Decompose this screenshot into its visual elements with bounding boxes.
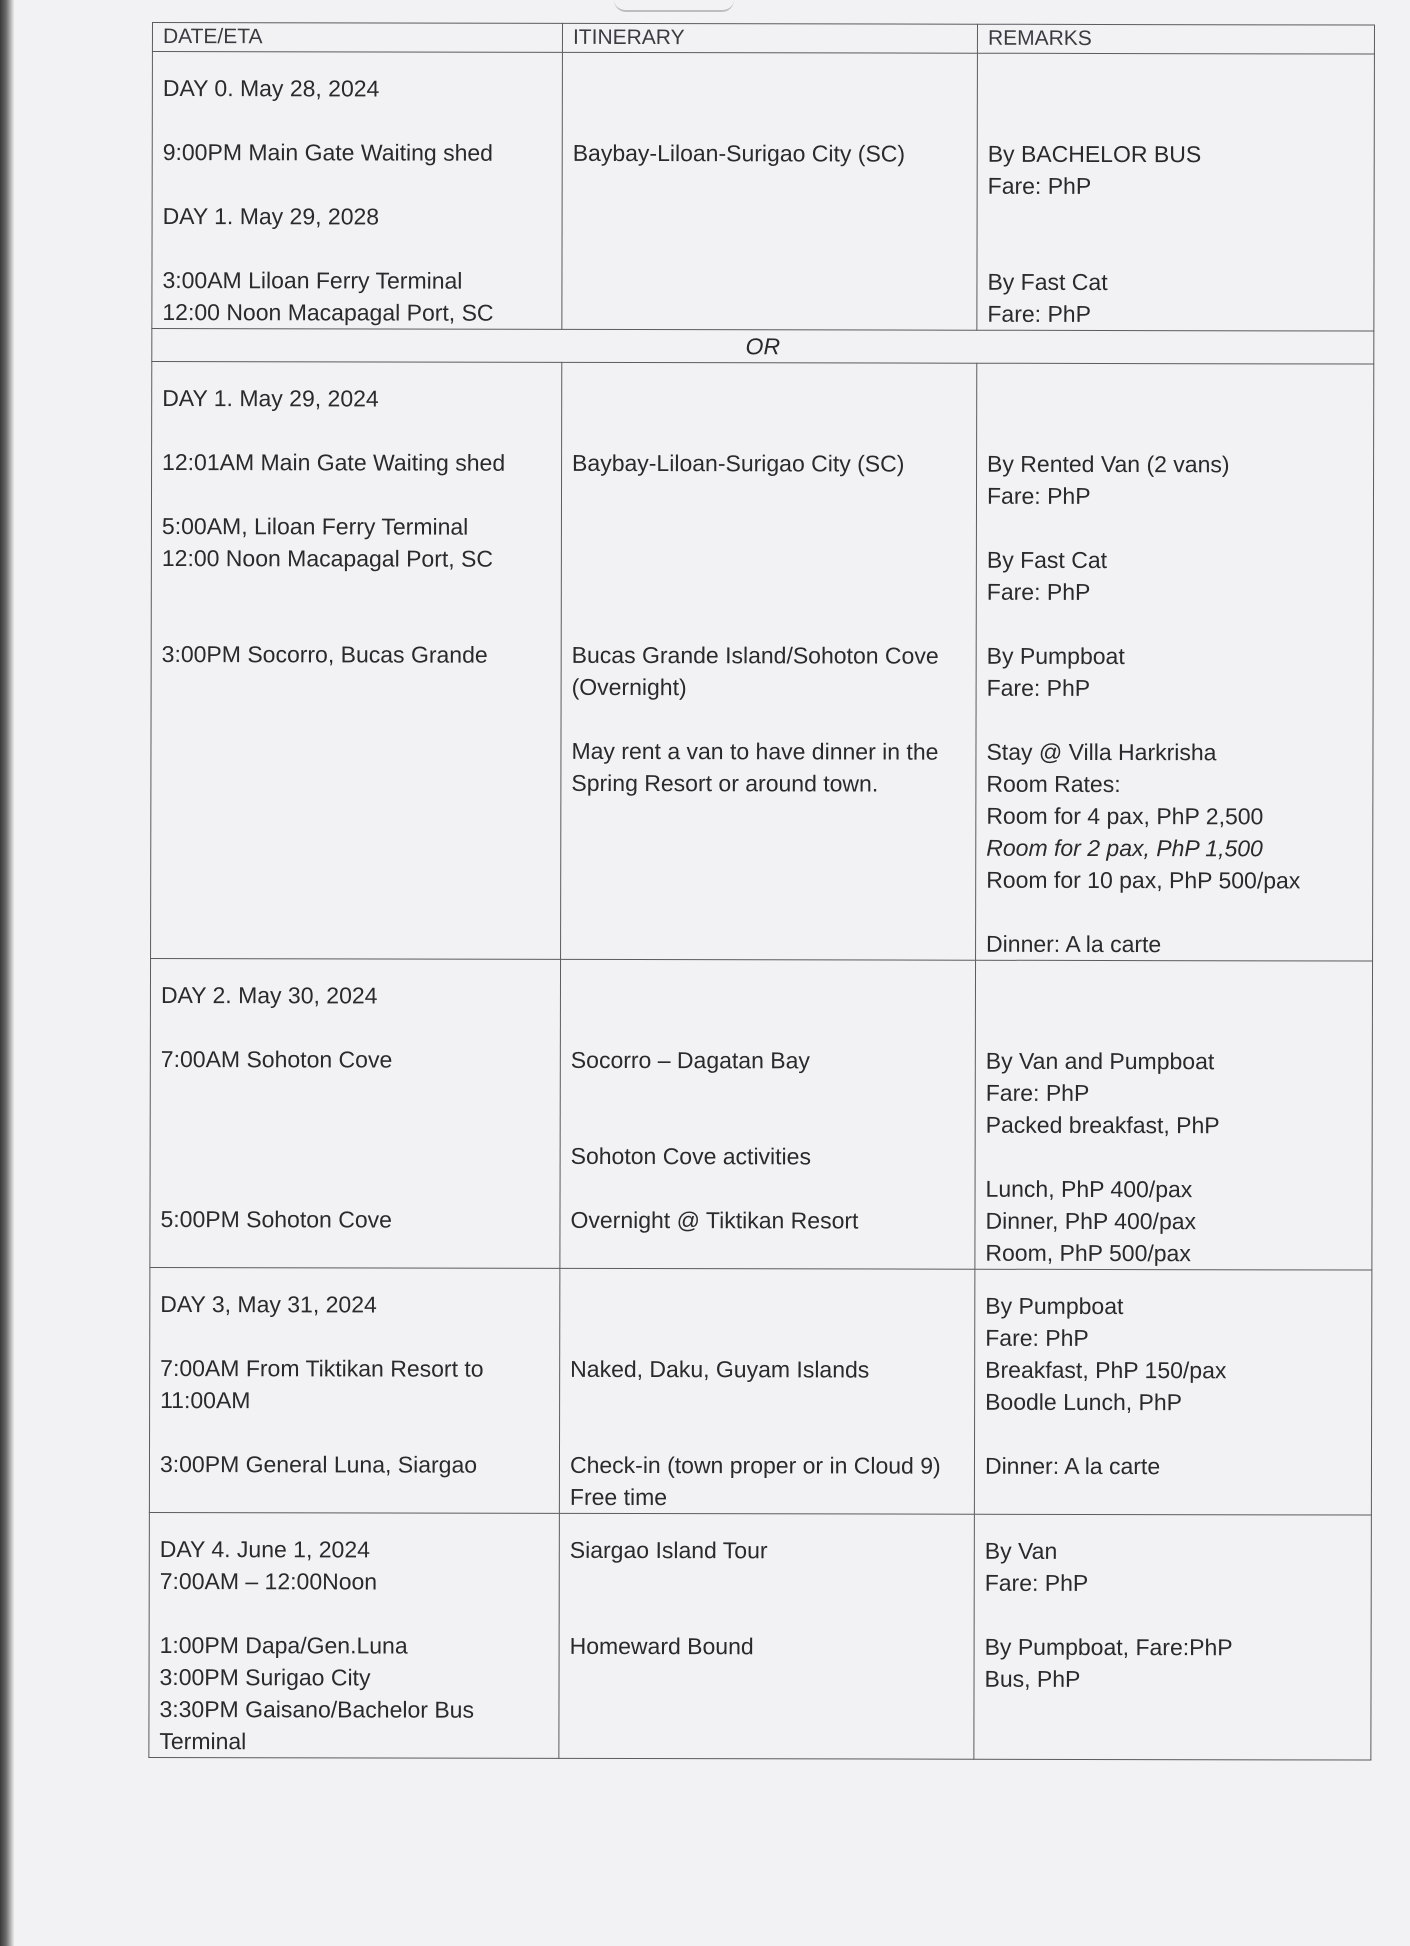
remarks-cell (975, 960, 1373, 1270)
date-line: Terminal (159, 1728, 247, 1755)
itinerary-cell (562, 52, 978, 330)
remarks-line: By Fast Cat (986, 546, 1108, 574)
itinerary-cell (560, 959, 976, 1269)
itinerary-line (571, 1076, 965, 1109)
itinerary-cell (559, 1513, 975, 1759)
remarks-line: By Pumpboat, Fare:PhP (984, 1633, 1233, 1661)
itinerary-line: Free time (569, 1483, 668, 1511)
remarks-line (986, 1013, 1362, 1046)
remarks-cell (974, 1269, 1372, 1515)
date-line (162, 414, 551, 447)
date-line: 3:00AM Liloan Ferry Terminal (162, 267, 463, 294)
itinerary-line (572, 511, 966, 544)
itinerary-line (573, 73, 967, 106)
remarks-line (987, 384, 1363, 417)
remarks-line (987, 704, 1363, 737)
remarks-line: Breakfast, PhP 150/pax (985, 1356, 1227, 1384)
date-line (162, 478, 551, 511)
date-line (160, 1320, 549, 1353)
remarks-line: Lunch, PhP 400/pax (985, 1175, 1193, 1203)
date-line: 3:30PM Gaisano/Bachelor Bus (159, 1696, 475, 1723)
remarks-line: Fare: PhP (986, 578, 1091, 605)
date-line: 3:00PM Socorro, Bucas Grande (161, 641, 488, 668)
remarks-line: By Fast Cat (987, 268, 1108, 296)
remarks-line (988, 74, 1364, 107)
remarks-line: Fare: PhP (985, 1324, 1089, 1351)
date-line: 12:01AM Main Gate Waiting shed (162, 449, 506, 476)
remarks-line: By Van and Pumpboat (985, 1047, 1215, 1075)
itinerary-line: Check-in (town proper or in Cloud 9) (569, 1451, 941, 1479)
date-line (160, 1416, 549, 1449)
date-line (163, 104, 552, 137)
itinerary-line (572, 415, 966, 448)
remarks-line: Fare: PhP (986, 674, 1091, 701)
itinerary-line (572, 575, 966, 608)
date-line (162, 606, 551, 639)
remarks-line (987, 512, 1363, 545)
itinerary-line (571, 1108, 965, 1141)
date-eta-cell (150, 958, 561, 1268)
remarks-line: Dinner: A la carte (984, 1452, 1161, 1480)
date-line: DAY 1. May 29, 2028 (162, 203, 380, 230)
date-line (162, 232, 551, 265)
date-line (161, 1107, 550, 1140)
itinerary-line (573, 105, 967, 138)
date-line: 5:00AM, Liloan Ferry Terminal (161, 513, 469, 540)
remarks-line (988, 202, 1364, 235)
date-line: 3:00PM Surigao City (159, 1664, 371, 1691)
date-line: DAY 2. May 30, 2024 (160, 982, 378, 1009)
itinerary-line: Bucas Grande Island/Sohoton Cove (571, 641, 939, 669)
itinerary-line (571, 1012, 965, 1045)
remarks-line: Fare: PhP (986, 482, 1091, 509)
itinerary-line (572, 479, 966, 512)
itinerary-line (570, 1417, 964, 1450)
itinerary-table (148, 22, 1375, 1761)
remarks-line: By BACHELOR BUS (987, 140, 1202, 168)
date-line: DAY 3, May 31, 2024 (160, 1291, 377, 1318)
itinerary-line (572, 607, 966, 640)
date-line: 5:00PM Sohoton Cove (160, 1206, 392, 1233)
date-line: 3:00PM General Luna, Siargao (159, 1451, 478, 1478)
itinerary-line: Baybay-Liloan-Surigao City (SC) (572, 449, 905, 477)
remarks-line: Room Rates: (986, 770, 1121, 798)
itinerary-line: May rent a van to have dinner in the (571, 737, 939, 765)
header-row (152, 23, 1374, 55)
date-line (161, 1171, 550, 1204)
remarks-line: Bus, PhP (984, 1665, 1081, 1692)
itinerary-line: Spring Resort or around town. (571, 769, 879, 797)
date-line: 12:00 Noon Macapagal Port, SC (161, 545, 494, 572)
remarks-line (987, 416, 1363, 449)
itinerary-line (570, 1598, 964, 1631)
handwritten-mark (614, 0, 734, 12)
itinerary-line (571, 1172, 965, 1205)
remarks-line: Room, PhP 500/pax (985, 1239, 1191, 1267)
day-row (149, 1267, 1372, 1515)
remarks-line (986, 981, 1362, 1014)
date-line: DAY 0. May 28, 2024 (162, 75, 380, 102)
date-eta-cell (151, 362, 562, 960)
date-line (161, 1139, 550, 1172)
remarks-line: Fare: PhP (984, 1569, 1089, 1596)
date-line (160, 1597, 549, 1630)
date-line (161, 1075, 550, 1108)
date-line (161, 1011, 550, 1044)
day-row (149, 1512, 1372, 1760)
date-line: DAY 1. May 29, 2024 (162, 385, 379, 412)
remarks-line (986, 1141, 1362, 1174)
remarks-line (985, 1418, 1361, 1451)
remarks-line: Room for 10 pax, PhP 500/pax (986, 866, 1301, 894)
remarks-line: By Pumpboat (985, 1292, 1124, 1320)
remarks-line (987, 608, 1363, 641)
itinerary-line (572, 543, 966, 576)
itinerary-cell (559, 1268, 975, 1514)
remarks-line: Fare: PhP (987, 300, 1091, 327)
itinerary-line (571, 980, 965, 1013)
date-line: 7:00AM – 12:00Noon (159, 1568, 378, 1595)
remarks-line: Dinner, PhP 400/pax (985, 1207, 1197, 1235)
remarks-line (985, 1599, 1361, 1632)
date-line: 1:00PM Dapa/Gen.Luna (159, 1632, 408, 1659)
remarks-line: By Van (984, 1537, 1058, 1564)
remarks-line: Boodle Lunch, PhP (985, 1388, 1183, 1416)
remarks-cell (974, 1514, 1372, 1760)
remarks-line: By Rented Van (2 vans) (987, 450, 1230, 478)
itinerary-line (570, 1566, 964, 1599)
itinerary-line: (Overnight) (571, 673, 687, 701)
remarks-line: Fare: PhP (985, 1079, 1090, 1106)
remarks-line (987, 234, 1363, 267)
itinerary-line (572, 383, 966, 416)
header-date-eta: DATE/ETA (152, 23, 562, 53)
remarks-line: Room for 4 pax, PhP 2,500 (986, 802, 1264, 830)
or-divider-row (152, 329, 1374, 365)
header-itinerary: ITINERARY (562, 23, 977, 53)
remarks-line (986, 896, 1362, 929)
itinerary-line: Baybay-Liloan-Surigao City (SC) (572, 139, 906, 167)
itinerary-line: Siargao Island Tour (569, 1536, 768, 1564)
day-row (151, 362, 1374, 962)
or-divider: OR (152, 329, 1374, 365)
remarks-cell (977, 53, 1375, 331)
itinerary-line: Sohoton Cove activities (570, 1142, 812, 1170)
itinerary-line (572, 703, 966, 736)
date-line: DAY 4. June 1, 2024 (159, 1536, 370, 1563)
remarks-line: Dinner: A la carte (986, 930, 1162, 958)
remarks-line (988, 106, 1364, 139)
itinerary-line: Naked, Daku, Guyam Islands (570, 1355, 870, 1383)
date-eta-cell (149, 1512, 560, 1758)
itinerary-line: Overnight @ Tiktikan Resort (570, 1206, 859, 1234)
date-line (163, 168, 552, 201)
remarks-line: Fare: PhP (987, 172, 1092, 199)
remarks-line: Packed breakfast, PhP (985, 1111, 1220, 1139)
header-remarks: REMARKS (977, 24, 1374, 54)
date-eta-cell (152, 52, 563, 330)
day-row (152, 52, 1375, 332)
day-row (150, 958, 1373, 1270)
itinerary-cell (561, 362, 977, 960)
itinerary-line (570, 1321, 964, 1354)
remarks-cell (976, 363, 1374, 961)
itinerary-line: Homeward Bound (569, 1632, 754, 1660)
date-line: 9:00PM Main Gate Waiting shed (162, 139, 494, 166)
itinerary-line: Socorro – Dagatan Bay (570, 1046, 810, 1074)
date-line: 7:00AM From Tiktikan Resort to (160, 1355, 484, 1382)
itinerary-line (570, 1289, 964, 1322)
itinerary-line (570, 1385, 964, 1418)
date-line (162, 574, 551, 607)
date-line: 12:00 Noon Macapagal Port, SC (162, 299, 494, 326)
date-eta-cell (149, 1267, 560, 1513)
date-line: 7:00AM Sohoton Cove (160, 1046, 393, 1073)
date-line: 11:00AM (160, 1387, 251, 1414)
remarks-line: Stay @ Villa Harkrisha (986, 738, 1217, 766)
remarks-line: By Pumpboat (986, 642, 1125, 670)
remarks-line: Room for 2 pax, PhP 1,500 (986, 834, 1263, 862)
